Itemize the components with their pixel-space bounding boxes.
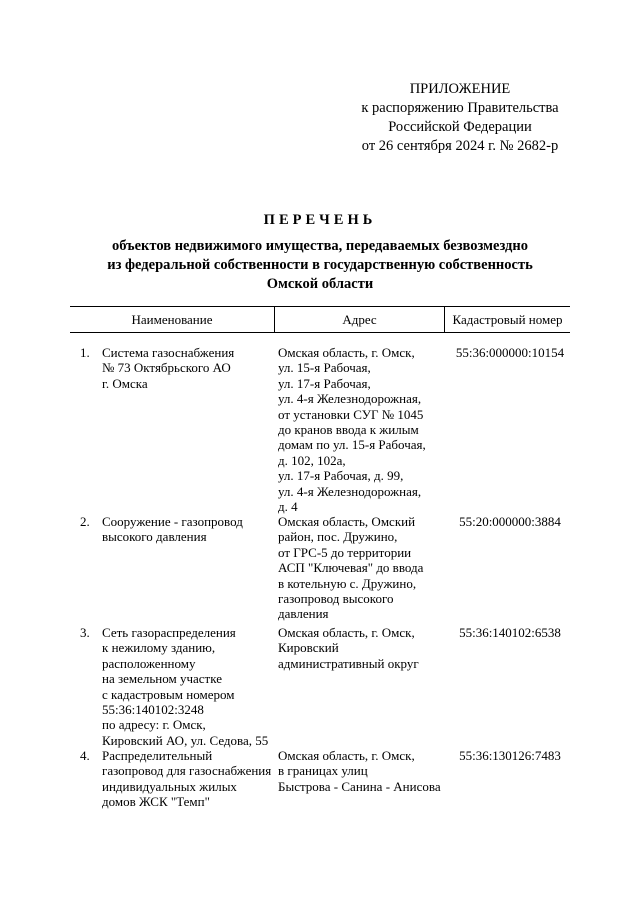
name-line: Кировский АО, ул. Седова, 55 <box>102 732 269 748</box>
name-line: Система газоснабжения <box>102 345 235 360</box>
address-line: Омская область, Омский <box>278 514 416 529</box>
table-header-rule <box>70 332 570 333</box>
name-line: 55:36:140102:3248 <box>102 702 204 718</box>
name-line: Сооружение - газопровод <box>102 514 243 529</box>
address-line: ул. 17-я Рабочая, д. 99, <box>278 468 404 484</box>
address-line: административный округ <box>278 655 419 671</box>
name-line: по адресу: г. Омск, <box>102 717 206 733</box>
name-line: № 73 Октябрьского АО <box>102 360 231 376</box>
name-line: домов ЖСК "Темп" <box>102 794 210 810</box>
address-line: от ГРС-5 до территории <box>278 544 412 560</box>
address-line: ул. 15-я Рабочая, <box>278 360 371 376</box>
name-line: высокого давления <box>102 529 207 545</box>
address-line: давления <box>278 606 329 622</box>
address-line: ул. 4-я Железнодорожная, <box>278 391 422 407</box>
row-number: 4. <box>80 748 90 763</box>
name-line: к нежилому зданию, <box>102 640 216 656</box>
address-line: д. 4 <box>278 499 298 515</box>
address-line: Быстрова - Санина - Анисова <box>278 778 441 794</box>
document-subtitle <box>60 237 580 294</box>
table-top-rule <box>70 306 570 307</box>
address-line: газопровод высокого <box>278 591 394 607</box>
appendix-line: Российской Федерации <box>388 119 532 135</box>
row-number: 2. <box>80 514 90 529</box>
appendix-title: ПРИЛОЖЕНИЕ <box>409 81 511 97</box>
document-heading: ПЕРЕЧЕНЬ <box>263 212 377 228</box>
object-name <box>102 625 272 748</box>
name-line: с кадастровым номером <box>102 686 235 702</box>
address-line: в границах улиц <box>278 763 368 779</box>
object-name <box>102 748 272 810</box>
appendix-block <box>330 80 590 156</box>
address-line: от установки СУГ № 1045 <box>278 406 424 422</box>
address-line: Омская область, г. Омск, <box>278 748 415 763</box>
address-line: д. 102, 102а, <box>278 452 346 468</box>
row-number: 3. <box>80 625 90 640</box>
object-name <box>102 514 272 545</box>
address-line: в котельную с. Дружино, <box>278 575 417 591</box>
object-address <box>278 514 444 622</box>
subtitle-line: объектов недвижимого имущества, передаваемых безвозмездно <box>112 238 528 254</box>
column-header-name: Наименование <box>131 312 213 327</box>
address-line: ул. 4-я Железнодорожная, <box>278 483 422 499</box>
column-header-address: Адрес <box>342 312 377 327</box>
object-name <box>102 345 272 391</box>
name-line: Распределительный <box>102 748 213 763</box>
subtitle-line: Омской области <box>266 276 374 292</box>
name-line: расположенному <box>102 655 196 671</box>
name-line: на земельном участке <box>102 671 223 687</box>
address-line: Омская область, г. Омск, <box>278 345 415 360</box>
cadastral-number: 55:20:000000:3884 <box>459 514 561 529</box>
address-line: до кранов ввода к жилым <box>278 422 419 438</box>
name-line: газопровод для газоснабжения <box>102 763 272 779</box>
cadastral-number: 55:36:140102:6538 <box>459 625 561 640</box>
address-line: Кировский <box>278 640 339 656</box>
object-address <box>278 345 444 514</box>
name-line: г. Омска <box>102 375 148 391</box>
name-line: Сеть газораспределения <box>102 625 236 640</box>
object-address <box>278 748 444 794</box>
cadastral-number: 55:36:000000:10154 <box>455 345 565 360</box>
address-line: район, пос. Дружино, <box>278 529 398 545</box>
appendix-line: к распоряжению Правительства <box>361 100 559 116</box>
subtitle-line: из федеральной собственности в государственную собственность <box>107 257 533 273</box>
address-line: домам по ул. 15-я Рабочая, <box>278 437 426 453</box>
name-line: индивидуальных жилых <box>102 778 237 794</box>
address-line: ул. 17-я Рабочая, <box>278 375 371 391</box>
address-line: Омская область, г. Омск, <box>278 625 415 640</box>
address-line: АСП "Ключевая" до ввода <box>278 560 424 576</box>
row-number: 1. <box>80 345 90 360</box>
appendix-date: от 26 сентября 2024 г. № 2682-р <box>361 138 559 154</box>
cadastral-number: 55:36:130126:7483 <box>459 748 561 763</box>
column-header-cadastral: Кадастровый номер <box>452 312 563 327</box>
object-address <box>278 625 444 671</box>
